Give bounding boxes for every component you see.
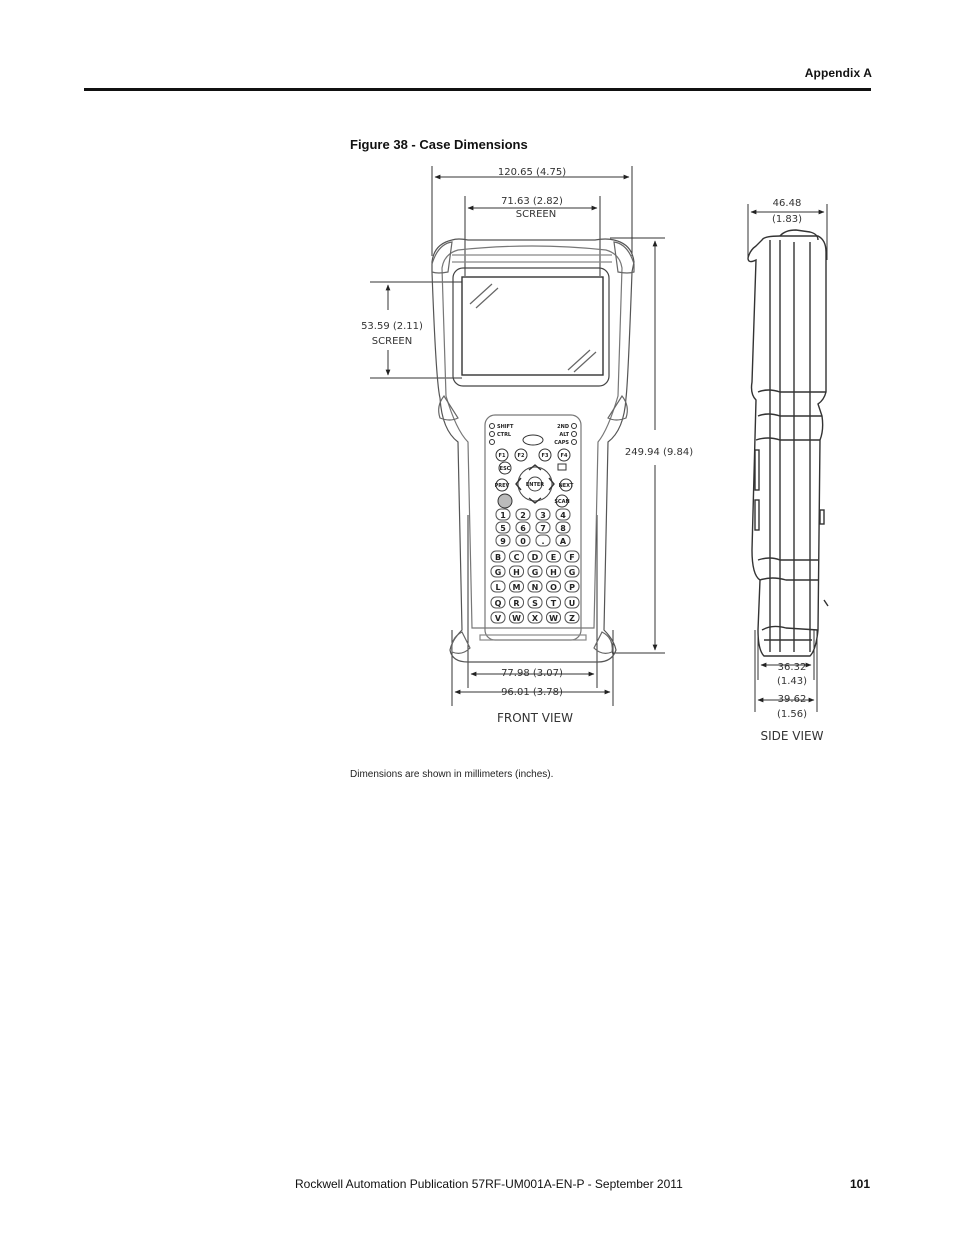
depth-mid-in: (1.43)	[776, 676, 808, 687]
keypad-key-label: W	[512, 614, 521, 623]
front-view-label: FRONT VIEW	[496, 711, 574, 725]
f4-key: F4	[560, 453, 568, 459]
esc-key-label: ESC	[499, 466, 511, 472]
keypad-key-label: F	[569, 553, 575, 562]
keypad-key-label: G	[568, 568, 576, 577]
keypad-key-label: M	[512, 583, 521, 592]
side-dimension-lines	[748, 204, 827, 712]
depth-bottom-in: (1.56)	[776, 709, 808, 720]
case-dimensions-figure	[340, 160, 850, 755]
keypad-key-label: 0	[520, 537, 526, 546]
keypad-key-label: 3	[540, 511, 546, 520]
keypad-key-label: 1	[500, 511, 506, 520]
side-view-label: SIDE VIEW	[760, 729, 824, 743]
keypad-key-label: P	[569, 583, 575, 592]
keypad-key-label: N	[531, 583, 539, 592]
figure-title: Figure 38 - Case Dimensions	[350, 137, 528, 152]
keypad-key-label: H	[513, 568, 520, 577]
keypad-key-label: D	[531, 553, 539, 562]
footer-publication: Rockwell Automation Publication 57RF-UM001A-EN-P - September 2011	[295, 1177, 683, 1191]
keypad-key-label: S	[532, 599, 538, 608]
depth-top-mm: 46.48	[772, 198, 802, 209]
keypad-key-label: O	[550, 583, 557, 592]
keypad-key-label: X	[531, 614, 539, 623]
front-dimension-text	[361, 167, 693, 725]
keypad-key-label: C	[513, 553, 520, 562]
f2-key: F2	[517, 453, 525, 459]
alt-key-label: ALT	[559, 432, 569, 438]
front-keypad	[490, 424, 580, 624]
navigation-cluster	[495, 462, 574, 508]
f3-key: F3	[541, 453, 549, 459]
shift-key-label: SHIFT	[497, 424, 514, 430]
figure-caption: Dimensions are shown in millimeters (inches).	[350, 769, 554, 780]
keypad-key-label: 7	[540, 524, 546, 533]
depth-top-in: (1.83)	[771, 214, 803, 225]
keypad-key-label: Q	[494, 599, 502, 608]
keypad-key-label: Z	[569, 614, 575, 623]
keypad-key-label: T	[550, 599, 557, 608]
next-key-label: NEXT	[558, 483, 574, 489]
keypad-keys	[491, 509, 579, 623]
keypad-key-label: G	[531, 568, 539, 577]
front-dimension-lines	[370, 166, 665, 706]
keypad-key-label: V	[494, 614, 502, 623]
keypad-key-label: G	[494, 568, 502, 577]
keypad-key-label: 5	[500, 524, 506, 533]
function-keys	[496, 449, 570, 461]
keypad-key-label: 9	[500, 537, 506, 546]
keypad-key-label: 4	[560, 511, 566, 520]
section-header: Appendix A	[804, 66, 872, 80]
keypad-key-label: 2	[520, 511, 526, 520]
depth-mid-mm: 36.32	[777, 662, 807, 673]
keypad-key-label: L	[495, 583, 501, 592]
keypad-key-label: 6	[520, 524, 526, 533]
side-view-device	[748, 230, 828, 656]
header-rule	[84, 88, 871, 91]
screen-height-label: SCREEN	[371, 336, 413, 347]
keypad-key-label: W	[549, 614, 558, 623]
screen-width-label: SCREEN	[515, 209, 557, 220]
keypad-key-label: 8	[560, 524, 566, 533]
screen-width-dim: 71.63 (2.82)	[501, 196, 563, 207]
keypad-key-label: H	[550, 568, 557, 577]
scan-key-label: SCAN	[554, 499, 570, 505]
keypad-key-label: E	[550, 553, 557, 562]
screen-height-dim: 53.59 (2.11)	[361, 321, 423, 332]
ctrl-key-label: CTRL	[497, 432, 512, 438]
depth-bottom-mm: 39.62	[777, 694, 807, 705]
caps-key-label: CAPS	[554, 440, 569, 446]
page-number: 101	[849, 1177, 870, 1191]
bottom-inner-dim: 77.98 (3.07)	[501, 668, 563, 679]
f1-key: F1	[498, 453, 506, 459]
second-key-label: 2ND	[557, 424, 569, 430]
keypad-key-label: A	[559, 537, 567, 546]
keypad-key-label: .	[541, 537, 545, 546]
bottom-outer-dim: 96.01 (3.78)	[501, 687, 563, 698]
overall-height-dim: 249.94 (9.84)	[624, 447, 694, 458]
enter-key-label: ENTER	[525, 482, 545, 488]
keypad-key-label: R	[513, 599, 520, 608]
prev-key-label: PREV	[494, 483, 510, 489]
overall-width-dim: 120.65 (4.75)	[497, 167, 567, 178]
keypad-key-label: B	[494, 553, 502, 562]
keypad-key-label: U	[568, 599, 576, 608]
camera-icon	[558, 464, 566, 470]
